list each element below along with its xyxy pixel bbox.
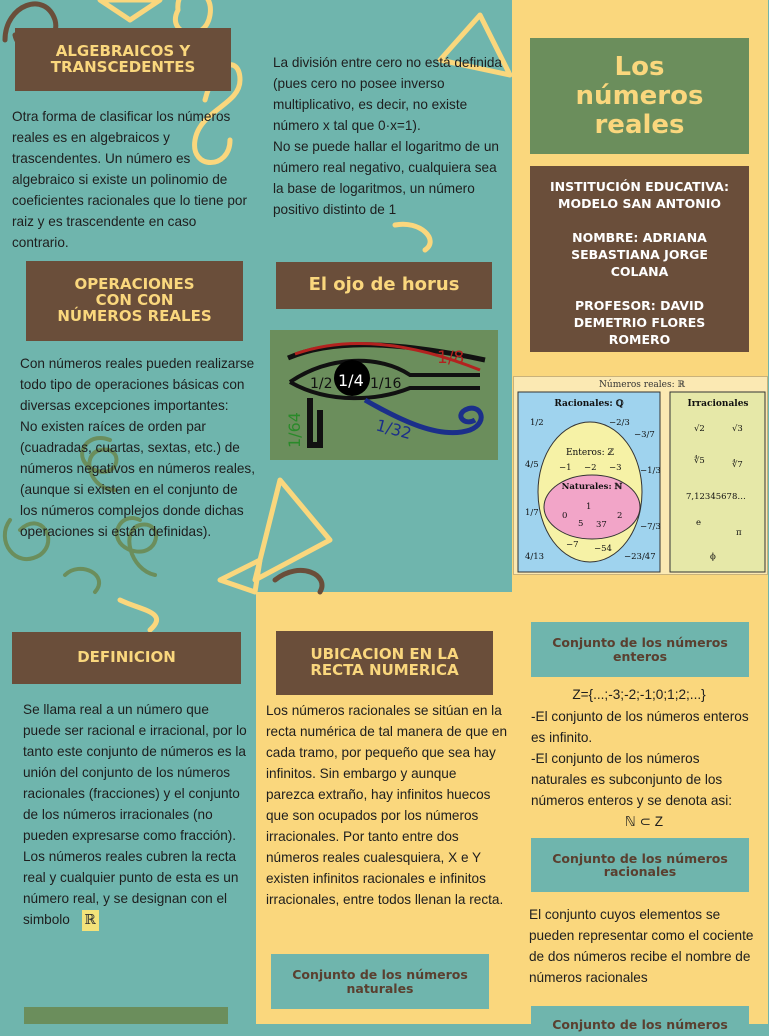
irrationals-label: Irracionales [687, 399, 749, 409]
integers-label: Enteros: ℤ [565, 448, 615, 458]
rational-value-6: −7/3 [640, 522, 661, 532]
integer-value-0: −1 [559, 463, 572, 473]
horus-tear [310, 398, 320, 445]
rational-value-3: 4/5 [525, 460, 539, 470]
integer-value-2: −3 [609, 463, 622, 473]
ubicacion-paragraph: Los números racionales se sitúan en la recta numérica de tal manera de que en cada tramo, por pequeño que sea hay infinitos. Sin embargo y aunque parezca extraño, hay infinitos huecos que son ocupados por los números irracionales. Por tanto entre dos números reales cualesquiera, X e Y existen infinitos racionales e infinitos irracionales, entre todos llenan la recta. [266, 703, 508, 907]
rational-value-5: 1/7 [525, 508, 539, 518]
rational-value-7: 4/13 [525, 552, 545, 562]
enteros-formula: Z={...;-3;-2;-1;0;1;2;...} [572, 687, 706, 702]
irrational-value-7: ϕ [710, 552, 716, 562]
heading-ubicacion-text: UBICACION EN LA RECTA NUMERICA [310, 645, 459, 679]
label-eighth: 1/8 [437, 348, 465, 368]
rational-value-4: −1/3 [640, 466, 661, 476]
heading-operaciones-text: OPERACIONES CON CON NÚMEROS REALES [57, 275, 212, 325]
label-half: 1/2 [310, 376, 333, 392]
heading-naturales [271, 954, 489, 1009]
heading-algebraicos-text: ALGEBRAICOS Y TRANSCEDENTES [50, 41, 196, 76]
irrational-value-2: ∜5 [694, 456, 705, 466]
racionales-paragraph: El conjunto cuyos elementos se pueden representar como el cociente de dos números recibe el nombre de números racionales [529, 907, 754, 985]
heading-racionales [531, 838, 749, 892]
rational-value-1: −2/3 [609, 418, 630, 428]
institution-text: INSTITUCIÓN EDUCATIVA: MODELO SAN ANTONIO [549, 179, 730, 211]
enteros-text-2: -El conjunto de los números naturales es subconjunto de los números enteros y se denota asi: [531, 751, 732, 808]
natural-value-1: 1 [586, 502, 592, 512]
integer-value-1: −2 [584, 463, 597, 473]
heading-enteros-text: Conjunto de los números enteros [552, 635, 728, 664]
label-thirtysecond: 1/32 [373, 415, 414, 444]
title-box [530, 38, 749, 154]
heading-bottom-right-cut-text: Conjunto de los números [552, 1017, 728, 1032]
label-sixteenth: 1/16 [370, 376, 402, 392]
natural-value-4: 2 [617, 511, 623, 521]
heading-ubicacion [276, 631, 493, 695]
horus-eye-svg [270, 330, 498, 460]
rational-value-2: −3/7 [634, 430, 655, 440]
integer-value-3: −7 [566, 540, 579, 550]
heading-operaciones [26, 261, 243, 341]
heading-ojo-horus-text: El ojo de horus [308, 274, 460, 296]
irrational-value-6: π [736, 528, 742, 538]
definicion-text: Se llama real a un número que puede ser racional e irracional, por lo tanto este conjunto de números es la unión del conjunto de los números racionales (fracciones) y el conjunto de los números irracionales (no pueden expresarse como fracción). Los números reales cubren la recta real y cualquier punto de esta es un número real, y se designan con el simbolo [23, 702, 247, 927]
division-paragraph: La división entre cero no está definida (pues cero no posee inverso multiplicativo, es decir, no existe número x tal que 0·x=1). No se puede hallar el logaritmo de un número real negativo, cualquiera sea la base de logaritmos, un número positivo distinto de 1 [273, 55, 502, 217]
heading-algebraicos [15, 28, 231, 91]
heading-definicion [12, 632, 241, 684]
irrational-value-3: ∜7 [732, 460, 743, 470]
integer-value-4: −54 [594, 544, 612, 554]
info-box [530, 166, 749, 352]
page-title: Los números reales [575, 51, 704, 140]
real-numbers-diagram [513, 376, 768, 575]
operaciones-paragraph: Con números reales pueden realizarse todo tipo de operaciones básicas con diversas excepciones importantes: No existen raíces de orden par (cuadradas, cuartas, sextas, etc.) de números negativos en números reales, (aunque si existen en el conjunto de los números complejos donde dichas operaciones si están definidas). [20, 356, 255, 539]
rationals-label: Racionales: ℚ [554, 399, 624, 409]
natural-value-2: 5 [578, 519, 584, 529]
naturals-label: Naturales: ℕ [561, 482, 623, 492]
irrational-value-0: √2 [694, 424, 705, 434]
definicion-paragraph [23, 699, 248, 931]
diagram-title: Números reales: ℝ [599, 380, 685, 390]
algebraicos-paragraph: Otra forma de clasificar los números reales es en algebraicos y trascendentes. Un número es algebraico si existe un polinomio de coeficientes racionales que lo tiene por raiz y es trascendente en caso contrario. [12, 109, 248, 250]
heading-racionales-text: Conjunto de los números racionales [552, 850, 728, 879]
natural-value-0: 0 [562, 511, 568, 521]
real-numbers-svg [514, 377, 769, 576]
natural-value-3: 37 [596, 520, 607, 530]
heading-definicion-text: DEFINICION [77, 648, 176, 667]
bottom-left-box [24, 1007, 228, 1024]
irrational-value-4: 7,12345678… [686, 492, 746, 502]
heading-enteros [531, 622, 749, 677]
real-symbol: ℝ [82, 910, 99, 931]
irrational-value-1: √3 [732, 424, 743, 434]
heading-ojo-horus [276, 262, 492, 309]
heading-naturales-text: Conjunto de los números naturales [292, 967, 468, 996]
enteros-text-1: -El conjunto de los números enteros es infinito. [531, 709, 749, 745]
teacher-text: PROFESOR: DAVID DEMETRIO FLORES ROMERO [573, 298, 706, 347]
horus-eye-figure [270, 330, 498, 460]
label-quarter: 1/4 [338, 371, 364, 390]
irrationals-box [670, 392, 765, 572]
irrational-value-5: e [696, 518, 702, 528]
rational-value-8: −23/47 [624, 552, 656, 562]
label-sixtyfourth: 1/64 [285, 412, 304, 448]
rational-value-0: 1/2 [530, 418, 544, 428]
student-name-text: NOMBRE: ADRIANA SEBASTIANA JORGE COLANA [571, 230, 708, 279]
subset-notation: ℕ ⊂ Z [624, 814, 664, 829]
heading-bottom-right-cut [531, 1006, 749, 1036]
